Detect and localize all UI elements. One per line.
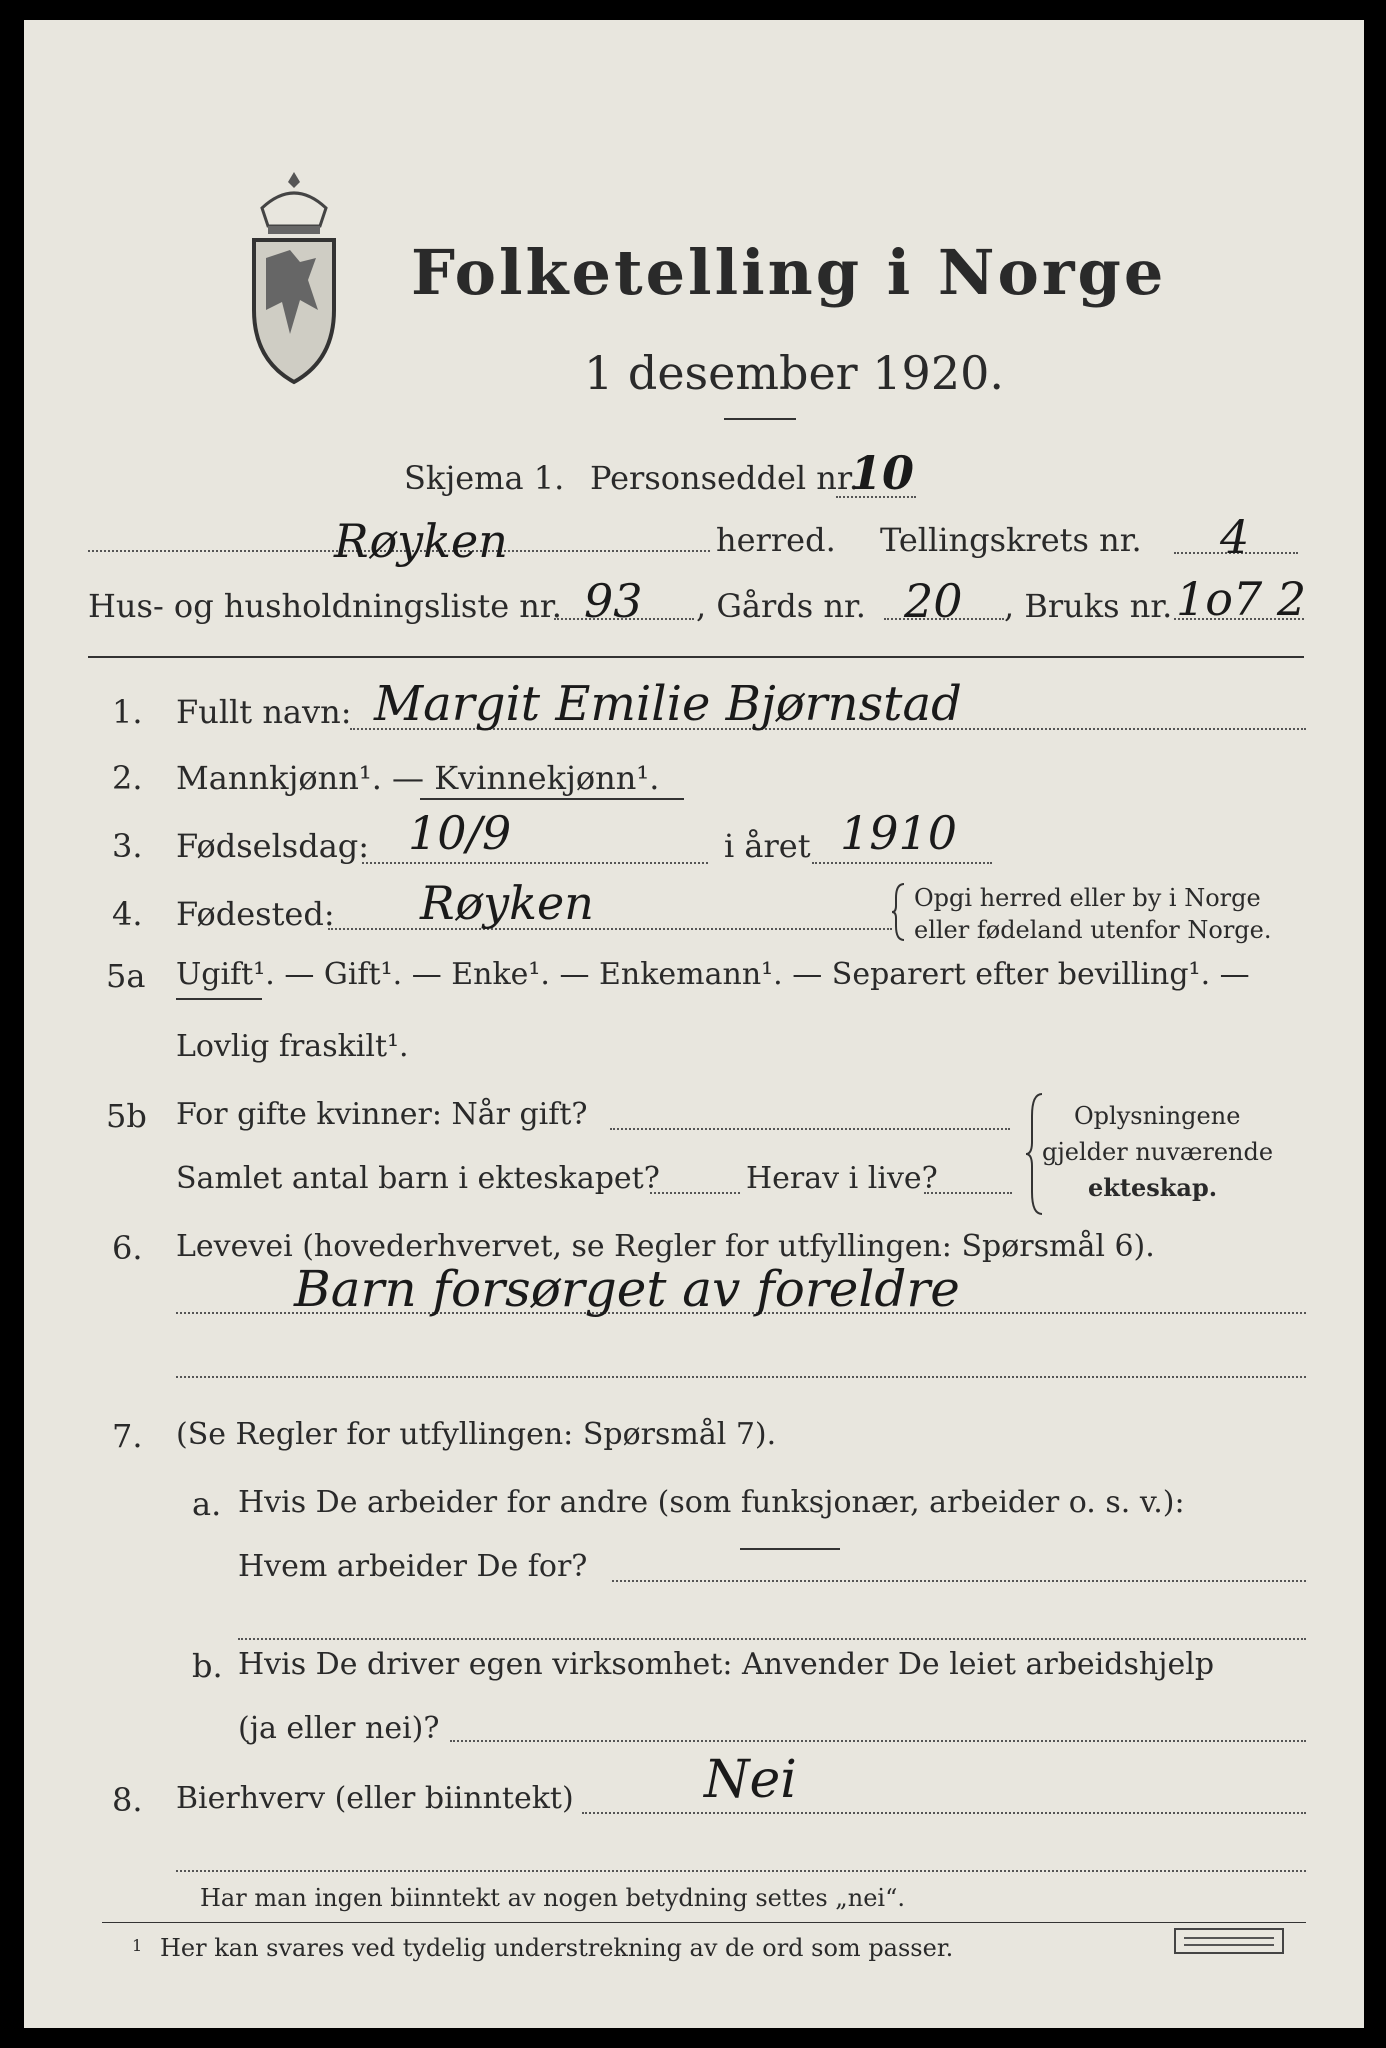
hus-label: Hus- og husholdningsliste nr. xyxy=(88,587,562,625)
q7-number: 7. xyxy=(112,1417,143,1455)
q4-label: Fødested: xyxy=(176,895,335,933)
q5b-line1: For gifte kvinner: Når gift? xyxy=(176,1097,588,1132)
tellingskrets-nr[interactable]: 4 xyxy=(1220,510,1250,564)
gards-nr[interactable]: 20 xyxy=(904,574,963,628)
q7a-line2: Hvem arbeider De for? xyxy=(238,1549,588,1584)
q7b-line1: Hvis De driver egen virksomhet: Anvender De leiet arbeidshjelp xyxy=(238,1647,1215,1682)
q3-year-label: i året xyxy=(724,827,811,865)
q4-line xyxy=(328,928,892,930)
q5b-married-line xyxy=(610,1128,1010,1130)
birth-year-value[interactable]: 1910 xyxy=(840,806,958,860)
title-divider xyxy=(724,418,796,420)
instruction-note: Har man ingen biinntekt av nogen betydning settes „nei“. xyxy=(200,1884,905,1912)
footnote-rule xyxy=(102,1922,1306,1923)
schema-label: Skjema 1. xyxy=(404,459,565,497)
tellingskrets-label: Tellingskrets nr. xyxy=(880,521,1142,559)
q5b-alive-line xyxy=(924,1192,1012,1194)
q8-line-extra xyxy=(176,1870,1306,1872)
bruks-label: , Bruks nr. xyxy=(1004,587,1173,625)
q7a-line1: Hvis De arbeider for andre (som funksjonær, arbeider o. s. v.): xyxy=(238,1485,1185,1520)
q6-line2 xyxy=(176,1376,1306,1378)
q6-label: Levevei (hovederhvervet, se Regler for utfyllingen: Spørsmål 6). xyxy=(176,1229,1155,1264)
q3-line xyxy=(362,862,708,864)
q6-number: 6. xyxy=(112,1229,143,1267)
q4-note-line2: eller fødeland utenfor Norge. xyxy=(914,916,1272,944)
q5b-note3: ekteskap. xyxy=(1088,1173,1218,1202)
q8-line xyxy=(582,1812,1306,1814)
q5a-line2: Lovlig fraskilt¹. xyxy=(176,1029,409,1064)
footnote-text: Her kan svares ved tydelig understrekning av de ord som passer. xyxy=(160,1934,954,1962)
coat-of-arms-icon xyxy=(244,168,344,390)
q8-label: Bierhverv (eller biinntekt) xyxy=(176,1781,574,1816)
q8-number: 8. xyxy=(112,1781,143,1819)
q7b-line2: (ja eller nei)? xyxy=(238,1711,440,1746)
census-form xyxy=(24,20,1364,2028)
q7a-dash xyxy=(740,1548,840,1550)
q7a-line xyxy=(612,1580,1306,1582)
q1-number: 1. xyxy=(112,693,143,731)
q5b-line2b: Herav i live? xyxy=(746,1161,938,1196)
q5b-number: 5b xyxy=(106,1097,147,1135)
q4-number: 4. xyxy=(112,895,143,933)
q7a-line-extra xyxy=(238,1638,1306,1640)
secondary-income-value[interactable]: Nei xyxy=(704,1750,797,1810)
q2-number: 2. xyxy=(112,759,143,797)
q7-label: (Se Regler for utfyllingen: Spørsmål 7). xyxy=(176,1417,777,1452)
occupation-value[interactable]: Barn forsørget av foreldre xyxy=(294,1260,960,1318)
herred-label: herred. xyxy=(716,521,836,559)
q7b-number: b. xyxy=(192,1647,223,1685)
census-date: 1 desember 1920. xyxy=(584,346,1004,400)
q5a-line1: Ugift¹. — Gift¹. — Enke¹. — Enkemann¹. — Separert efter bevilling¹. — xyxy=(176,957,1250,992)
personseddel-nr[interactable]: 10 xyxy=(850,446,915,500)
header-rule xyxy=(88,656,1304,658)
q3-number: 3. xyxy=(112,827,143,865)
q3-label: Fødselsdag: xyxy=(176,827,370,865)
birthplace-value[interactable]: Røyken xyxy=(420,876,594,930)
herred-value[interactable]: Røyken xyxy=(334,514,508,568)
q4-brace-icon xyxy=(892,882,906,942)
q5b-note1: Oplysningene xyxy=(1074,1102,1241,1130)
personseddel-label: Personseddel nr. xyxy=(590,459,859,497)
q2-label: Mannkjønn¹. — Kvinnekjønn¹. xyxy=(176,759,660,797)
birth-date-value[interactable]: 10/9 xyxy=(408,806,512,860)
full-name-value[interactable]: Margit Emilie Bjørnstad xyxy=(374,676,962,732)
q5a-number: 5a xyxy=(106,957,146,995)
gards-label: , Gårds nr. xyxy=(696,587,866,625)
q5b-children-line xyxy=(650,1192,740,1194)
q5b-line2a: Samlet antal barn i ekteskapet? xyxy=(176,1161,660,1196)
bruks-nr[interactable]: 1o7 2 xyxy=(1176,572,1307,626)
q4-note-line1: Opgi herred eller by i Norge xyxy=(914,884,1261,912)
q1-label: Fullt navn: xyxy=(176,693,352,731)
footnote-number: 1 xyxy=(132,1936,143,1955)
q7b-line xyxy=(450,1740,1306,1742)
q5a-selection-underline xyxy=(176,998,262,1000)
form-title: Folketelling i Norge xyxy=(411,236,1167,309)
q3-year-line xyxy=(812,862,992,864)
q5b-note2: gjelder nuværende xyxy=(1042,1138,1274,1166)
hus-nr[interactable]: 93 xyxy=(584,574,643,628)
printer-stamp-icon xyxy=(1174,1928,1284,1954)
q7a-number: a. xyxy=(192,1485,222,1523)
q2-selection-underline xyxy=(420,798,684,800)
